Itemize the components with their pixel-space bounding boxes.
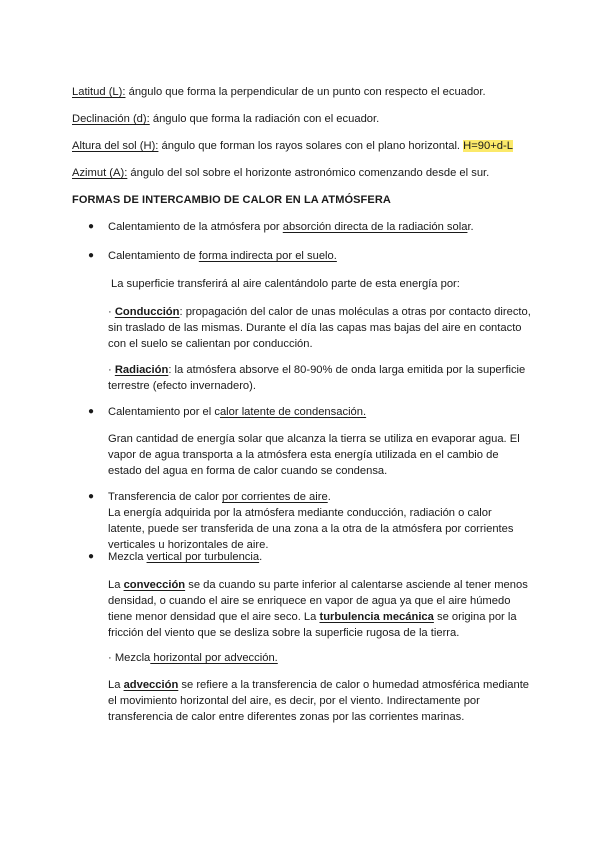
bullet-text-end: . — [327, 491, 331, 503]
adveccion-line-1 — [108, 677, 529, 693]
conveccion-prefix: La — [108, 579, 124, 591]
bullet-text: Calentamiento de — [108, 250, 199, 262]
conduccion-text: : propagación del calor de unas moléculas a otras por contacto directo, — [179, 306, 531, 318]
corrientes-line-2: latente, puede ser transferida de una zona a la otra de la atmósfera por corrientes — [108, 523, 514, 535]
conveccion-term: convección — [123, 579, 186, 591]
definition-term: Azimut (A): — [72, 167, 128, 179]
definition-text: ángulo que forman los rayos solares con el plano horizontal. — [158, 140, 464, 152]
adveccion-text: se refiere a la transferencia de calor o humedad atmosférica mediante — [178, 679, 530, 691]
bullet-text-end: . — [259, 551, 263, 563]
underlined-phrase: absorción directa de la radiación sola — [282, 221, 468, 233]
section-heading: FORMAS DE INTERCAMBIO DE CALOR EN LA ATMÓSFERA — [72, 194, 391, 206]
radiacion-line-1 — [108, 362, 525, 378]
definition-azimut — [72, 165, 489, 181]
conduccion-term: Conducción — [114, 306, 180, 318]
conveccion-line-4: fricción del viento que se desliza sobre la superficie rugosa de la tierra. — [108, 627, 460, 639]
underlined-phrase: vertical por turbulencia — [146, 551, 260, 563]
conveccion-text: tiene menor densidad que el aire seco. La — [108, 611, 320, 623]
bullet-item-corrientes — [108, 489, 331, 505]
bullet-item-suelo — [108, 248, 337, 264]
adveccion-intro — [108, 650, 278, 666]
conduccion-line-3: con el suelo se calientan por conducción. — [108, 338, 313, 350]
definition-latitud — [72, 84, 486, 100]
turbulencia-mecanica-term: turbulencia mecánica — [319, 611, 434, 623]
bullet-icon: ● — [88, 551, 95, 562]
calor-latente-line-3: estado del agua en forma de calor cuando se condensa. — [108, 465, 388, 477]
bullet-icon: ● — [88, 250, 95, 261]
radiacion-text: : la atmósfera absorve el 80-90% de onda larga emitida por la superficie — [168, 364, 526, 376]
conduccion-line-1 — [108, 304, 531, 320]
underlined-phrase: horizontal por advección. — [150, 652, 278, 664]
definition-term: Latitud (L): — [72, 86, 126, 98]
underlined-phrase: forma indirecta por el suelo. — [198, 250, 337, 262]
underlined-phrase: por corrientes de aire — [222, 491, 328, 503]
conveccion-line-3 — [108, 609, 517, 625]
bullet-text: Mezcla — [108, 551, 147, 563]
adveccion-intro-text: · Mezcla — [108, 652, 151, 664]
calor-latente-line-1: Gran cantidad de energía solar que alcanza la tierra se utiliza en evaporar agua. El — [108, 433, 520, 445]
conveccion-line-2: densidad, o cuando el aire se enriquece en vapor de agua ya que el aire húmedo — [108, 595, 511, 607]
definition-altura — [72, 138, 513, 154]
definition-text: ángulo que forma la radiación con el ecuador. — [149, 113, 380, 125]
conveccion-line-1 — [108, 577, 528, 593]
definition-text: ángulo del sol sobre el horizonte astronómico comenzando desde el sur. — [127, 167, 490, 179]
suelo-intro: La superficie transferirá al aire calentándolo parte de esta energía por: — [111, 278, 460, 290]
definition-declinacion — [72, 111, 379, 127]
bullet-icon: ● — [88, 491, 95, 502]
conduccion-line-2: sin traslado de las mismas. Durante el día las capas mas bajas del aire en contacto — [108, 322, 522, 334]
conveccion-text-end: se origina por la — [433, 611, 517, 623]
bullet-text-end: r. — [467, 221, 474, 233]
highlighted-formula: H=90+d-L — [463, 140, 513, 152]
dot-marker: · — [108, 306, 115, 318]
bullet-item-turbulencia — [108, 549, 262, 565]
dot-marker: · — [108, 364, 115, 376]
definition-text: ángulo que forma la perpendicular de un punto con respecto el ecuador. — [125, 86, 486, 98]
radiacion-term: Radiación — [114, 364, 169, 376]
bullet-item-absorcion — [108, 219, 474, 235]
definition-term: Declinación (d): — [72, 113, 150, 125]
calor-latente-line-2: vapor de agua transporta a la atmósfera esta energía utilizada en el cambio de — [108, 449, 499, 461]
conveccion-text: se da cuando su parte inferior al calentarse asciende al tener menos — [185, 579, 528, 591]
corrientes-line-1: La energía adquirida por la atmósfera mediante conducción, radiación o calor — [108, 507, 492, 519]
adveccion-prefix: La — [108, 679, 124, 691]
bullet-text: Calentamiento de la atmósfera por — [108, 221, 283, 233]
definition-term: Altura del sol (H): — [72, 140, 159, 152]
bullet-icon: ● — [88, 221, 95, 232]
bullet-text: Transferencia de calor — [108, 491, 222, 503]
adveccion-term: advección — [123, 679, 179, 691]
adveccion-line-2: el movimiento horizontal del aire, es decir, por el viento. Indirectamente por — [108, 695, 480, 707]
bullet-icon: ● — [88, 406, 95, 417]
bullet-item-calor-latente — [108, 404, 366, 420]
bullet-text: Calentamiento por el c — [108, 406, 220, 418]
radiacion-line-2: terrestre (efecto invernadero). — [108, 380, 256, 392]
underlined-phrase: alor latente de condensación. — [219, 406, 367, 418]
adveccion-line-3: transferencia de calor entre diferentes zonas por las corrientes marinas. — [108, 711, 465, 723]
corrientes-line-3: verticales u horizontales de aire. — [108, 539, 269, 551]
